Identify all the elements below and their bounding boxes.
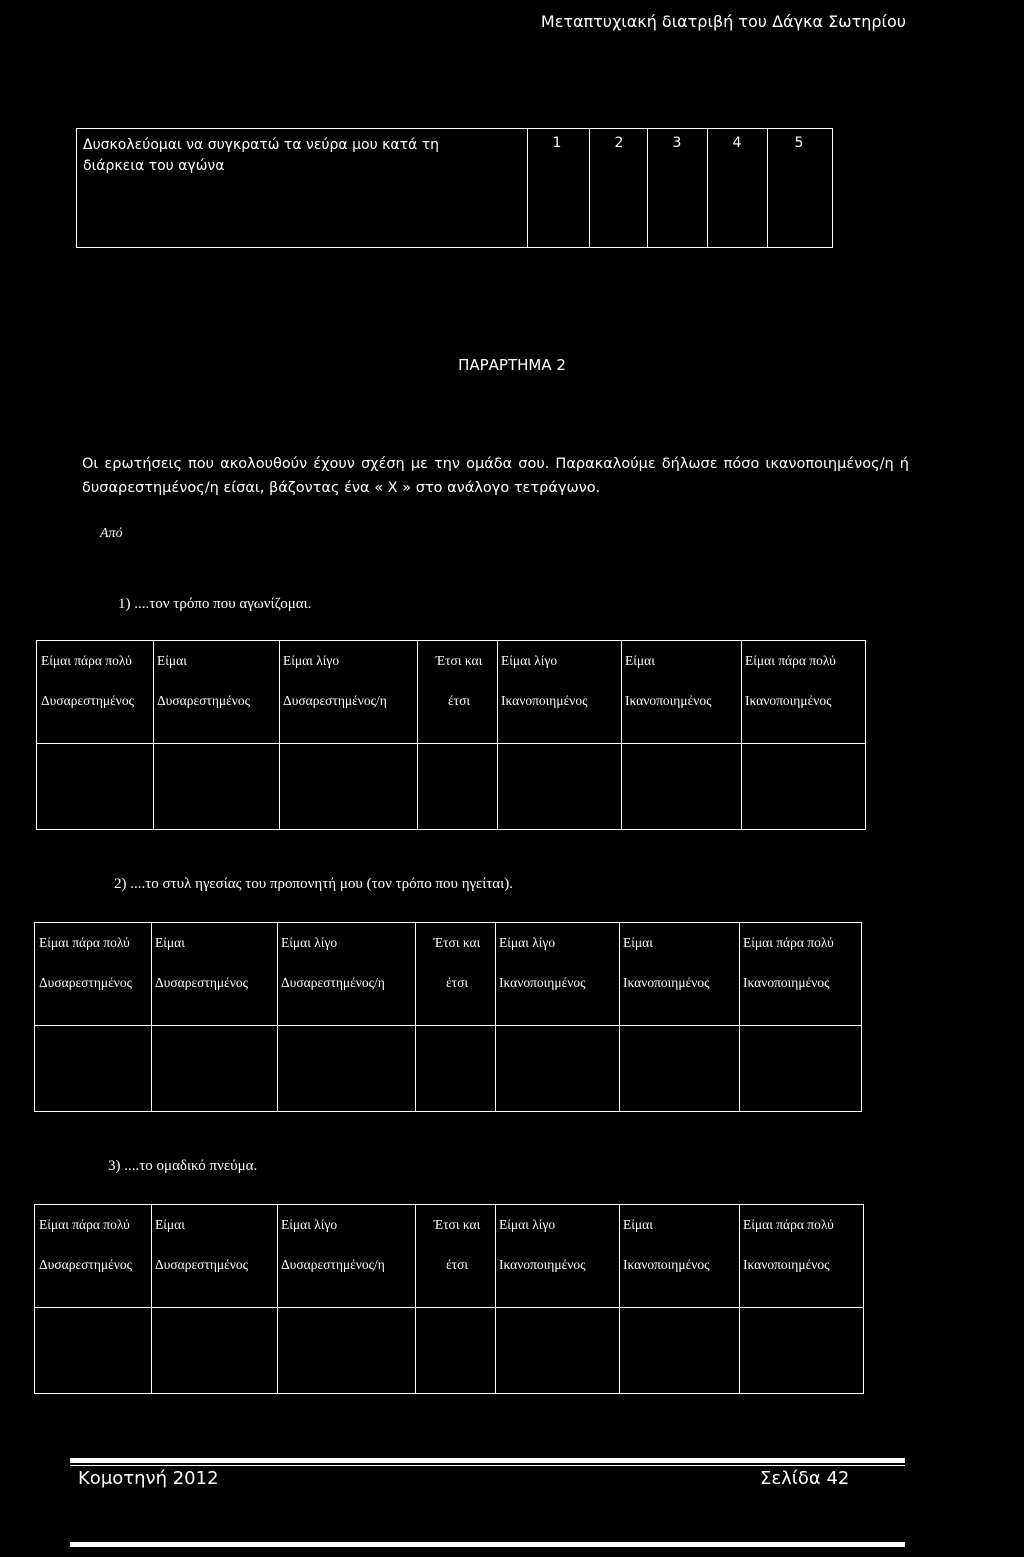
scale-header-1-line1: Είμαι πάρα πολύ (39, 1217, 130, 1232)
scale-header-6-line2: Ικανοποιημένος (623, 975, 710, 990)
footer-rule-bottom (70, 1542, 905, 1547)
answer-box-3[interactable] (279, 744, 417, 829)
rating-table-1 (36, 640, 866, 830)
divider (647, 129, 648, 247)
footer-place-year: Κομοτηνή 2012 (78, 1468, 219, 1489)
answer-box-3[interactable] (277, 1308, 415, 1393)
answer-box-7[interactable] (739, 1026, 863, 1111)
answer-box-1[interactable] (37, 744, 153, 829)
scale-header-5-line1: Είμαι λίγο (499, 935, 556, 950)
question-1: 1) ....τον τρόπο που αγωνίζομαι. (118, 596, 312, 612)
scale-header-3-line2: Δυσαρεστημένος/η (281, 1257, 385, 1272)
answer-box-7[interactable] (739, 1308, 863, 1393)
scale-header-2-line1: Είμαι (155, 1217, 185, 1232)
scale-header-7-line1: Είμαι πάρα πολύ (745, 653, 836, 668)
answer-box-7[interactable] (741, 744, 865, 829)
scale-header-7-line1: Είμαι πάρα πολύ (743, 935, 834, 950)
answer-box-6[interactable] (619, 1308, 739, 1393)
scale-header-6-line2: Ικανοποιημένος (625, 693, 712, 708)
divider (707, 129, 708, 247)
scale-header-4-line2: έτσι (447, 693, 470, 708)
scale-header-1-line1: Είμαι πάρα πολύ (41, 653, 132, 668)
scale-header-2-line2: Δυσαρεστημένος (157, 693, 250, 708)
item-statement: Δυσκολεύομαι να συγκρατώ τα νεύρα μου κατά τη διάρκεια του αγώνα (83, 137, 440, 174)
answer-box-5[interactable] (495, 1308, 619, 1393)
scale-header-7-line2: Ικανοποιημένος (745, 693, 832, 708)
answer-box-5[interactable] (497, 744, 621, 829)
scale-header-1-line2: Δυσαρεστημένος (39, 975, 132, 990)
answer-box-2[interactable] (153, 744, 279, 829)
footer-page-number: Σελίδα 42 (760, 1468, 850, 1489)
answer-box-1[interactable] (35, 1308, 151, 1393)
scale-header-1-line1: Είμαι πάρα πολύ (39, 935, 130, 950)
scale-header-2-line1: Είμαι (157, 653, 187, 668)
scale-header-3-line2: Δυσαρεστημένος/η (283, 693, 387, 708)
footer-rule-thin (70, 1465, 905, 1466)
scale-header-1-line2: Δυσαρεστημένος (39, 1257, 132, 1272)
scale-header-2-line2: Δυσαρεστημένος (155, 975, 248, 990)
scale-header-6-line1: Είμαι (623, 935, 653, 950)
scale-header-3-line1: Είμαι λίγο (281, 935, 338, 950)
scale-header-5-line1: Είμαι λίγο (501, 653, 558, 668)
answer-box-5[interactable] (495, 1026, 619, 1111)
answer-box-2[interactable] (151, 1308, 277, 1393)
scale-header-4-line2: έτσι (445, 975, 468, 990)
answer-box-6[interactable] (621, 744, 741, 829)
scale-header-1-line2: Δυσαρεστημένος (41, 693, 134, 708)
answer-box-2[interactable] (151, 1026, 277, 1111)
scale-header-4-line1: Έτσι και (433, 935, 481, 950)
from-label: Από (100, 526, 123, 541)
question-2: 2) ....το στυλ ηγεσίας του προπονητή μου (τον τρόπο που ηγείται). (114, 876, 513, 892)
scale-option-1[interactable]: 1 (552, 135, 562, 151)
scale-option-5[interactable]: 5 (794, 135, 804, 151)
scale-header-7-line1: Είμαι πάρα πολύ (743, 1217, 834, 1232)
divider (527, 129, 528, 247)
scale-header-5-line2: Ικανοποιημένος (499, 975, 586, 990)
divider (767, 129, 768, 247)
scale-header-6-line1: Είμαι (623, 1217, 653, 1232)
question-3: 3) ....το ομαδικό πνεύμα. (108, 1158, 258, 1174)
scale-header-7-line2: Ικανοποιημένος (743, 975, 830, 990)
scale-header-4-line1: Έτσι και (433, 1217, 481, 1232)
scale-header-4-line1: Έτσι και (435, 653, 483, 668)
scale-option-3[interactable]: 3 (672, 135, 682, 151)
appendix-title: ΠΑΡΑΡΤΗΜΑ 2 (458, 356, 566, 374)
scale-header-5-line2: Ικανοποιημένος (499, 1257, 586, 1272)
scale-header-5-line2: Ικανοποιημένος (501, 693, 588, 708)
rating-table-top (76, 128, 833, 248)
scale-header-3-line1: Είμαι λίγο (281, 1217, 338, 1232)
scale-header-2-line2: Δυσαρεστημένος (155, 1257, 248, 1272)
answer-box-1[interactable] (35, 1026, 151, 1111)
scale-header-3-line1: Είμαι λίγο (283, 653, 340, 668)
scale-header-4-line2: έτσι (445, 1257, 468, 1272)
scale-header-6-line2: Ικανοποιημένος (623, 1257, 710, 1272)
divider (589, 129, 590, 247)
scale-header-3-line2: Δυσαρεστημένος/η (281, 975, 385, 990)
answer-box-6[interactable] (619, 1026, 739, 1111)
answer-box-4[interactable] (415, 1308, 495, 1393)
answer-box-4[interactable] (417, 744, 497, 829)
scale-header-2-line1: Είμαι (155, 935, 185, 950)
rating-table-3 (34, 1204, 864, 1394)
answer-box-3[interactable] (277, 1026, 415, 1111)
scale-header-7-line2: Ικανοποιημένος (743, 1257, 830, 1272)
scale-header-6-line1: Είμαι (625, 653, 655, 668)
scale-option-2[interactable]: 2 (614, 135, 624, 151)
scale-header-5-line1: Είμαι λίγο (499, 1217, 556, 1232)
rating-table-2 (34, 922, 862, 1112)
instructions: Οι ερωτήσεις που ακολουθούν έχουν σχέση με την ομάδα σου. Παρακαλούμε δήλωσε πόσο ικανοποιημένος/η ή δυσαρεστημένος/η είσαι, βάζοντας ένα « Χ » στο ανάλογο τετράγωνο. (82, 456, 909, 496)
scale-option-4[interactable]: 4 (732, 135, 742, 151)
page-header: Μεταπτυχιακή διατριβή του Δάγκα Σωτηρίου (540, 12, 906, 31)
footer-rule (70, 1458, 905, 1463)
answer-box-4[interactable] (415, 1026, 495, 1111)
